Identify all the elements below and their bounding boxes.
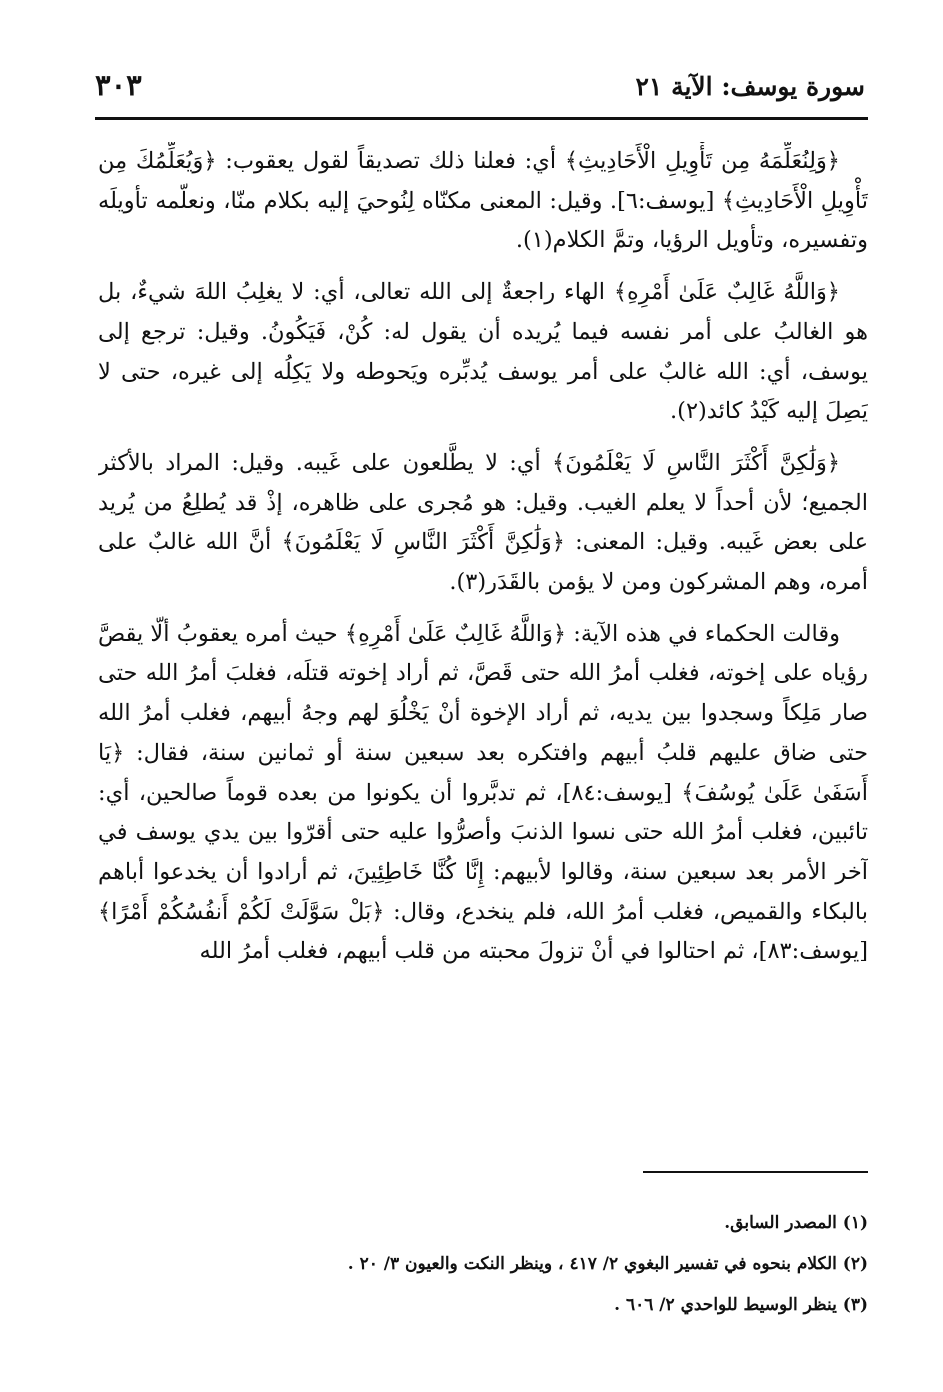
paragraph: وقالت الحكماء في هذه الآية: ﴿وَاللَّهُ غَالِبٌ عَلَىٰ أَمْرِهِ﴾ حيث أمره يعقوبُ ألّا يقصَّ رؤياه على إخوته، فغلب أمرُ الله حتى قَصَّ، ثم أراد إخوته قتلَه، فغلبَ أمرُ الله حتى صار مَلِكاً وسجدوا بين يديه، ثم أراد الإخوة أنْ يَخْلُوَ لهم وجهُ أبيهم، فغلب أمرُ الله حتى ضاق عليهم قلبُ أبيهم وافتكره بعد سبعين سنة أو ثمانين سنة، فقال: ﴿يَا أَسَفَىٰ عَلَىٰ يُوسُفَ﴾ [يوسف:٨٤]، ثم تدبَّروا أن يكونوا من بعده قوماً صالحين، أي: تائبين، فغلب أمرُ الله حتى نسوا الذنبَ وأصرُّوا عليه حتى أقرّوا بين يدي يوسف في آخر الأمر بعد سبعين سنة، وقالوا لأبيهم: إِنَّا كُنَّا خَاطِئِينَ، ثم أرادوا أن يخدعوا أباهم بالبكاء والقميص، فغلب أمرُ الله، فلم ينخدع، وقال: ﴿بَلْ سَوَّلَتْ لَكُمْ أَنفُسُكُمْ أَمْرًا﴾ [يوسف:٨٣]، ثم احتالوا في أنْ تزولَ محبته من قلب أبيهم، فغلب أمرُ الله xyxy=(98,620,868,965)
footnote: (١) المصدر السابق. xyxy=(724,1213,868,1233)
footnote-separator xyxy=(643,1171,868,1173)
running-title: سورة يوسف: الآية ٢١ xyxy=(635,72,865,101)
footnotes xyxy=(98,1203,868,1326)
paragraph: ﴿وَلَٰكِنَّ أَكْثَرَ النَّاسِ لَا يَعْلَمُونَ﴾ أي: لا يطَّلعون على غَيبه. وقيل: المراد بالأكثر الجميع؛ لأن أحداً لا يعلم الغيب. وقيل: هو مُجرى على ظاهره، إذْ قد يُطلِعُ من يُريد على بعض غَيبه. وقيل: المعنى: ﴿وَلَٰكِنَّ أَكْثَرَ النَّاسِ لَا يَعْلَمُونَ﴾ أنَّ الله غالبٌ على أمره، وهم المشركون ومن لا يؤمن بالقَدَر(٣). xyxy=(98,449,868,596)
page-header xyxy=(95,66,865,118)
page-number: ٣٠٣ xyxy=(95,68,142,102)
header-rule xyxy=(95,117,868,120)
paragraph: ﴿وَاللَّهُ غَالِبٌ عَلَىٰ أَمْرِهِ﴾ الهاء راجعةٌ إلى الله تعالى، أي: لا يغلِبُ اللهَ شيءٌ، بل هو الغالبُ على أمر نفسه فيما يُريده أن يقول له: كُنْ، فَيَكُونُ. وقيل: ترجع إلى يوسف، أي: الله غالبٌ على أمر يوسف يُدبِّره ويَحوطه ولا يَكِلُه إلى غيره، حتى لا يَصِلَ إليه كَيْدُ كائد(٢). xyxy=(98,279,868,425)
footnote: (٣) ينظر الوسيط للواحدي ٢/ ٦٠٦ . xyxy=(614,1295,868,1315)
footnote: (٢) الكلام بنحوه في تفسير البغوي ٢/ ٤١٧ ، وينظر النكت والعيون ٣/ ٢٠ . xyxy=(347,1254,868,1274)
paragraph: ﴿وَلِنُعَلِّمَهُ مِن تَأْوِيلِ الْأَحَادِيثِ﴾ أي: فعلنا ذلك تصديقاً لقول يعقوب: ﴿وَيُعَلِّمُكَ مِن تَأْوِيلِ الْأَحَادِيثِ﴾ [يوسف:٦]. وقيل: المعنى مكنّاه لِنُوحيَ إليه بكلام منّا، ونعلّمه تأويلَه وتفسيره، وتأويل الرؤيا، وتمَّ الكلام(١). xyxy=(98,148,868,254)
main-text xyxy=(98,142,868,1164)
